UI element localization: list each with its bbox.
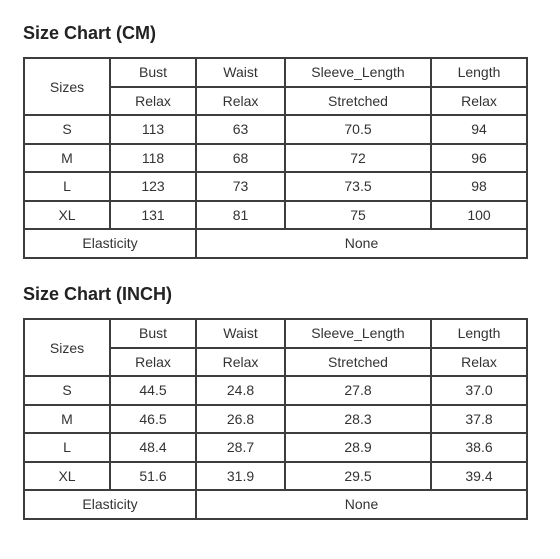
waist-cell: 26.8 [196, 405, 285, 434]
sleeve-length-cell: 73.5 [285, 172, 431, 201]
length-cell: 37.8 [431, 405, 527, 434]
waist-cell: 73 [196, 172, 285, 201]
table-row [24, 405, 527, 434]
size-cell: L [24, 433, 110, 462]
length-cell: 39.4 [431, 462, 527, 491]
table-header-row [24, 319, 527, 348]
sleeve-length-subheader: Stretched [285, 87, 431, 116]
sleeve-length-cell: 28.3 [285, 405, 431, 434]
table-row [24, 376, 527, 405]
bust-cell: 131 [110, 201, 196, 230]
waist-cell: 81 [196, 201, 285, 230]
elasticity-value: None [196, 490, 527, 519]
bust-subheader: Relax [110, 87, 196, 116]
table-row [24, 462, 527, 491]
bust-cell: 123 [110, 172, 196, 201]
elasticity-label: Elasticity [24, 229, 196, 258]
size-chart-cm-table [23, 57, 528, 259]
sizes-header: Sizes [24, 58, 110, 115]
length-cell: 37.0 [431, 376, 527, 405]
length-cell: 94 [431, 115, 527, 144]
sleeve-length-cell: 75 [285, 201, 431, 230]
sleeve-length-header: Sleeve_Length [285, 58, 431, 87]
bust-header: Bust [110, 319, 196, 348]
bust-cell: 44.5 [110, 376, 196, 405]
size-chart-inch-table [23, 318, 528, 520]
bust-cell: 51.6 [110, 462, 196, 491]
table-row [24, 144, 527, 173]
size-cell: S [24, 376, 110, 405]
sleeve-length-cell: 29.5 [285, 462, 431, 491]
waist-cell: 63 [196, 115, 285, 144]
bust-cell: 118 [110, 144, 196, 173]
table-row [24, 433, 527, 462]
bust-header: Bust [110, 58, 196, 87]
bust-cell: 48.4 [110, 433, 196, 462]
size-cell: M [24, 405, 110, 434]
size-cell: L [24, 172, 110, 201]
waist-subheader: Relax [196, 348, 285, 377]
length-cell: 38.6 [431, 433, 527, 462]
bust-cell: 46.5 [110, 405, 196, 434]
waist-subheader: Relax [196, 87, 285, 116]
bust-subheader: Relax [110, 348, 196, 377]
table-row [24, 115, 527, 144]
waist-cell: 28.7 [196, 433, 285, 462]
table-row [24, 172, 527, 201]
length-header: Length [431, 58, 527, 87]
sleeve-length-cell: 72 [285, 144, 431, 173]
sleeve-length-subheader: Stretched [285, 348, 431, 377]
size-chart-cm-title: Size Chart (CM) [23, 23, 157, 43]
sleeve-length-cell: 70.5 [285, 115, 431, 144]
length-cell: 96 [431, 144, 527, 173]
length-subheader: Relax [431, 348, 527, 377]
length-header: Length [431, 319, 527, 348]
waist-header: Waist [196, 319, 285, 348]
size-cell: XL [24, 201, 110, 230]
size-cell: M [24, 144, 110, 173]
length-cell: 98 [431, 172, 527, 201]
waist-cell: 68 [196, 144, 285, 173]
waist-cell: 24.8 [196, 376, 285, 405]
waist-header: Waist [196, 58, 285, 87]
bust-cell: 113 [110, 115, 196, 144]
length-cell: 100 [431, 201, 527, 230]
size-chart-inch-title: Size Chart (INCH) [23, 284, 173, 304]
sleeve-length-cell: 28.9 [285, 433, 431, 462]
table-row [24, 201, 527, 230]
size-cell: S [24, 115, 110, 144]
elasticity-row [24, 229, 527, 258]
elasticity-label: Elasticity [24, 490, 196, 519]
sizes-header: Sizes [24, 319, 110, 376]
table-header-row [24, 58, 527, 87]
elasticity-value: None [196, 229, 527, 258]
size-cell: XL [24, 462, 110, 491]
length-subheader: Relax [431, 87, 527, 116]
waist-cell: 31.9 [196, 462, 285, 491]
sleeve-length-cell: 27.8 [285, 376, 431, 405]
elasticity-row [24, 490, 527, 519]
sleeve-length-header: Sleeve_Length [285, 319, 431, 348]
